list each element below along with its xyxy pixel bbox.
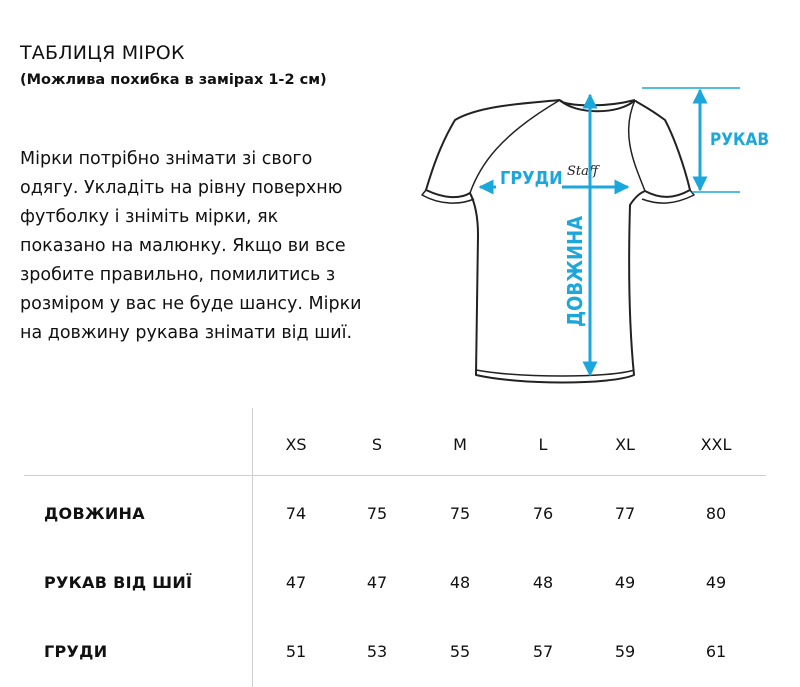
table-cell: 74 — [285, 504, 307, 523]
size-header: M — [453, 435, 467, 454]
size-header: S — [371, 435, 383, 454]
table-cell: 59 — [614, 642, 636, 661]
instructions-line: одягу. Укладіть на рівну поверхню — [20, 178, 343, 198]
page-subtitle: (Можлива похибка в замірах 1-2 см) — [20, 72, 327, 88]
table-cell: 49 — [614, 573, 636, 592]
table-divider-vertical — [252, 408, 253, 687]
size-header: XL — [615, 435, 635, 454]
table-cell: 80 — [705, 504, 727, 523]
row-label: РУКАВ ВІД ШИЇ — [44, 573, 193, 592]
table-cell: 61 — [705, 642, 727, 661]
table-divider-horizontal — [24, 475, 766, 476]
instructions-line: на довжину рукава знімати від шиї. — [20, 323, 353, 343]
instructions-text — [20, 145, 390, 348]
instructions-line: розміром у вас не буде шансу. Мірки — [20, 294, 362, 314]
table-cell: 49 — [705, 573, 727, 592]
table-cell: 76 — [532, 504, 554, 523]
table-cell: 57 — [532, 642, 554, 661]
sleeve-label: РУКАВ — [710, 130, 769, 150]
instructions-line: показано на малюнку. Якщо ви все — [20, 236, 346, 256]
chest-label: ГРУДИ — [500, 168, 563, 189]
tshirt-measurement-diagram — [410, 75, 790, 395]
table-cell: 55 — [449, 642, 471, 661]
table-cell: 48 — [532, 573, 554, 592]
size-header: L — [538, 435, 548, 454]
page-title: ТАБЛИЦЯ МІРОК — [20, 42, 185, 64]
row-label: ДОВЖИНА — [44, 504, 145, 523]
tshirt-outline — [422, 100, 694, 383]
instructions-line: Мірки потрібно знімати зі свого — [20, 149, 313, 169]
instructions-line: зробите правильно, помилитись з — [20, 265, 336, 285]
row-label: ГРУДИ — [44, 642, 108, 661]
table-cell: 47 — [366, 573, 388, 592]
table-cell: 53 — [366, 642, 388, 661]
table-cell: 77 — [614, 504, 636, 523]
instructions-line: футболку і зніміть мірки, як — [20, 207, 279, 227]
table-cell: 47 — [285, 573, 307, 592]
size-header: XXL — [700, 435, 732, 454]
size-table — [24, 408, 766, 687]
table-cell: 48 — [449, 573, 471, 592]
length-label: ДОВЖИНА — [563, 215, 587, 327]
table-cell: 75 — [366, 504, 388, 523]
table-cell: 51 — [285, 642, 307, 661]
brand-logo: Staff — [567, 164, 599, 179]
size-header: XS — [285, 435, 307, 454]
table-cell: 75 — [449, 504, 471, 523]
